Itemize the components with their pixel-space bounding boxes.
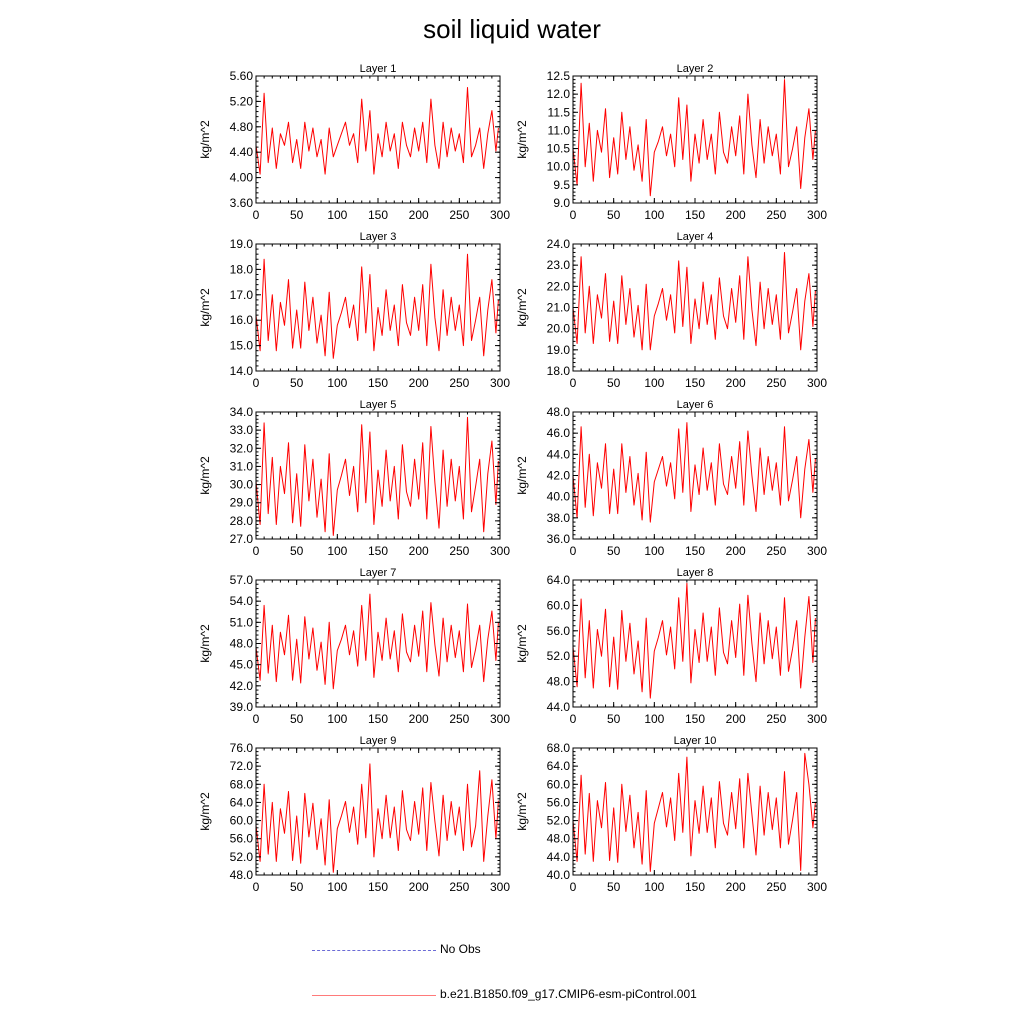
legend-label-model-run: b.e21.B1850.f09_g17.CMIP6-esm-piControl.001 bbox=[440, 987, 697, 1001]
layer-chart-5 bbox=[198, 399, 510, 558]
x-tick-label: 200 bbox=[408, 376, 429, 390]
x-tick-label: 100 bbox=[644, 880, 665, 894]
y-tick-label: 24.0 bbox=[546, 237, 570, 251]
x-tick-label: 50 bbox=[289, 208, 304, 222]
x-tick-label: 200 bbox=[725, 544, 746, 558]
y-tick-label: 40.0 bbox=[546, 868, 570, 882]
x-tick-label: 200 bbox=[725, 880, 746, 894]
x-tick-label: 150 bbox=[684, 712, 706, 726]
chart-main-title: soil liquid water bbox=[423, 14, 601, 44]
y-tick-label: 4.80 bbox=[229, 119, 253, 134]
y-tick-label: 15.0 bbox=[229, 338, 253, 353]
y-tick-label: 16.0 bbox=[229, 313, 253, 328]
x-tick-label: 200 bbox=[408, 544, 429, 558]
x-tick-label: 100 bbox=[327, 376, 348, 390]
y-tick-label: 56.0 bbox=[546, 795, 570, 810]
x-tick-label: 0 bbox=[252, 880, 260, 894]
y-axis-label: kg/m^2 bbox=[198, 624, 212, 663]
series-line-1 bbox=[256, 88, 498, 175]
x-tick-label: 100 bbox=[644, 712, 665, 726]
y-tick-label: 48.0 bbox=[546, 674, 570, 689]
x-tick-label: 0 bbox=[569, 712, 577, 726]
y-axis-label: kg/m^2 bbox=[198, 792, 212, 831]
x-tick-label: 0 bbox=[252, 376, 260, 390]
y-tick-label: 36.0 bbox=[546, 532, 570, 546]
x-tick-label: 50 bbox=[289, 712, 304, 726]
x-tick-label: 100 bbox=[327, 712, 348, 726]
y-tick-label: 12.5 bbox=[546, 69, 570, 83]
x-tick-label: 300 bbox=[806, 376, 828, 390]
y-axis-label: kg/m^2 bbox=[515, 120, 529, 159]
x-tick-label: 200 bbox=[725, 712, 746, 726]
y-tick-label: 39.0 bbox=[229, 700, 253, 714]
series-line-1 bbox=[256, 594, 498, 689]
panel-title: Layer 8 bbox=[676, 567, 714, 579]
y-tick-label: 29.0 bbox=[229, 495, 253, 510]
layer-chart-2 bbox=[515, 63, 827, 222]
legend-line-dashed bbox=[312, 950, 436, 951]
x-tick-label: 100 bbox=[644, 544, 665, 558]
panel-title: Layer 5 bbox=[359, 399, 397, 411]
panel-title: Layer 7 bbox=[359, 567, 397, 579]
x-tick-label: 250 bbox=[449, 544, 470, 558]
y-tick-label: 4.40 bbox=[229, 145, 253, 160]
y-tick-label: 45.0 bbox=[229, 657, 253, 672]
x-tick-label: 250 bbox=[449, 376, 470, 390]
x-tick-label: 200 bbox=[725, 208, 746, 222]
layer-chart-4 bbox=[515, 231, 827, 390]
y-tick-label: 5.60 bbox=[229, 69, 253, 83]
y-tick-label: 17.0 bbox=[229, 287, 253, 302]
layer-chart-8 bbox=[515, 567, 827, 726]
x-tick-label: 100 bbox=[327, 208, 348, 222]
y-axis-label: kg/m^2 bbox=[198, 120, 212, 159]
y-tick-label: 56.0 bbox=[229, 831, 253, 846]
y-axis-label: kg/m^2 bbox=[198, 456, 212, 495]
y-tick-label: 57.0 bbox=[229, 573, 253, 587]
y-tick-label: 64.0 bbox=[546, 759, 570, 774]
y-tick-label: 76.0 bbox=[229, 741, 253, 755]
x-tick-label: 300 bbox=[489, 376, 511, 390]
y-tick-label: 72.0 bbox=[229, 759, 253, 774]
y-tick-label: 42.0 bbox=[546, 468, 570, 483]
x-tick-label: 0 bbox=[569, 376, 577, 390]
x-tick-label: 100 bbox=[327, 880, 348, 894]
x-tick-label: 150 bbox=[684, 208, 706, 222]
y-tick-label: 27.0 bbox=[229, 532, 253, 546]
series-line-1 bbox=[573, 253, 815, 350]
y-tick-label: 40.0 bbox=[546, 489, 570, 504]
plot-frame bbox=[256, 76, 500, 203]
x-tick-label: 100 bbox=[327, 544, 348, 558]
y-tick-label: 54.0 bbox=[229, 594, 253, 609]
y-tick-label: 23.0 bbox=[546, 258, 570, 273]
y-tick-label: 12.0 bbox=[546, 87, 570, 102]
x-tick-label: 50 bbox=[606, 544, 621, 558]
x-tick-label: 250 bbox=[449, 208, 470, 222]
x-tick-label: 300 bbox=[489, 880, 511, 894]
series-line-1 bbox=[256, 764, 498, 872]
x-tick-label: 300 bbox=[806, 880, 828, 894]
series-line-1 bbox=[573, 583, 815, 698]
x-tick-label: 300 bbox=[806, 208, 828, 222]
series-line-1 bbox=[256, 417, 498, 535]
y-tick-label: 4.00 bbox=[229, 170, 253, 185]
x-tick-label: 250 bbox=[766, 376, 787, 390]
y-tick-label: 51.0 bbox=[229, 615, 253, 630]
layer-chart-3 bbox=[198, 231, 510, 390]
y-tick-label: 18.0 bbox=[546, 364, 570, 378]
y-tick-label: 19.0 bbox=[229, 237, 253, 251]
x-tick-label: 0 bbox=[252, 208, 260, 222]
y-tick-label: 48.0 bbox=[546, 405, 570, 419]
x-tick-label: 150 bbox=[684, 376, 706, 390]
x-tick-label: 100 bbox=[644, 376, 665, 390]
y-tick-label: 60.0 bbox=[546, 598, 570, 613]
y-tick-label: 31.0 bbox=[229, 459, 253, 474]
x-tick-label: 250 bbox=[449, 880, 470, 894]
y-tick-label: 10.0 bbox=[546, 159, 570, 174]
x-tick-label: 0 bbox=[252, 712, 260, 726]
y-tick-label: 11.0 bbox=[547, 123, 570, 138]
x-tick-label: 50 bbox=[289, 880, 304, 894]
y-tick-label: 44.0 bbox=[546, 700, 570, 714]
y-tick-label: 42.0 bbox=[229, 678, 253, 693]
y-axis-label: kg/m^2 bbox=[515, 288, 529, 327]
x-tick-label: 250 bbox=[766, 712, 787, 726]
layer-chart-7 bbox=[198, 567, 510, 726]
panel-title: Layer 4 bbox=[676, 231, 714, 243]
y-tick-label: 56.0 bbox=[546, 623, 570, 638]
y-tick-label: 64.0 bbox=[546, 573, 570, 587]
x-tick-label: 150 bbox=[367, 712, 389, 726]
x-tick-label: 0 bbox=[569, 208, 577, 222]
y-tick-label: 34.0 bbox=[229, 405, 253, 419]
x-tick-label: 100 bbox=[644, 208, 665, 222]
y-tick-label: 33.0 bbox=[229, 423, 253, 438]
x-tick-label: 50 bbox=[606, 880, 621, 894]
y-tick-label: 68.0 bbox=[229, 777, 253, 792]
panel-title: Layer 2 bbox=[676, 63, 714, 75]
y-tick-label: 9.0 bbox=[553, 196, 570, 210]
y-tick-label: 44.0 bbox=[546, 447, 570, 462]
panel-title: Layer 9 bbox=[359, 735, 397, 747]
x-tick-label: 150 bbox=[684, 544, 706, 558]
panel-title: Layer 3 bbox=[359, 231, 397, 243]
series-line-1 bbox=[573, 423, 815, 522]
y-tick-label: 44.0 bbox=[546, 849, 570, 864]
x-tick-label: 300 bbox=[489, 208, 511, 222]
x-tick-label: 150 bbox=[367, 208, 389, 222]
x-tick-label: 0 bbox=[569, 880, 577, 894]
y-tick-label: 52.0 bbox=[229, 849, 253, 864]
panel-title: Layer 1 bbox=[359, 63, 397, 75]
y-tick-label: 60.0 bbox=[546, 777, 570, 792]
panel-title: Layer 6 bbox=[676, 399, 714, 411]
x-tick-label: 50 bbox=[289, 376, 304, 390]
y-tick-label: 52.0 bbox=[546, 813, 570, 828]
x-tick-label: 0 bbox=[252, 544, 260, 558]
y-tick-label: 46.0 bbox=[546, 426, 570, 441]
panel-title: Layer 10 bbox=[673, 735, 717, 747]
x-tick-label: 150 bbox=[367, 544, 389, 558]
legend-line-solid bbox=[312, 995, 436, 996]
legend-label-no-obs: No Obs bbox=[440, 942, 481, 956]
y-tick-label: 20.0 bbox=[546, 321, 570, 336]
x-tick-label: 200 bbox=[408, 880, 429, 894]
series-line-1 bbox=[573, 753, 815, 871]
x-tick-label: 50 bbox=[289, 544, 304, 558]
y-axis-label: kg/m^2 bbox=[515, 792, 529, 831]
y-tick-label: 14.0 bbox=[229, 364, 253, 378]
y-tick-label: 52.0 bbox=[546, 649, 570, 664]
x-tick-label: 50 bbox=[606, 208, 621, 222]
y-tick-label: 22.0 bbox=[546, 279, 570, 294]
x-tick-label: 250 bbox=[766, 880, 787, 894]
layer-chart-10 bbox=[515, 735, 827, 894]
y-tick-label: 18.0 bbox=[229, 262, 253, 277]
x-tick-label: 250 bbox=[766, 544, 787, 558]
series-line-1 bbox=[573, 80, 815, 196]
plot-frame bbox=[573, 580, 817, 707]
y-tick-label: 38.0 bbox=[546, 510, 570, 525]
x-tick-label: 250 bbox=[449, 712, 470, 726]
y-tick-label: 10.5 bbox=[546, 141, 570, 156]
y-tick-label: 60.0 bbox=[229, 813, 253, 828]
y-tick-label: 48.0 bbox=[546, 831, 570, 846]
plot-frame bbox=[573, 244, 817, 371]
x-tick-label: 250 bbox=[766, 208, 787, 222]
x-tick-label: 150 bbox=[367, 376, 389, 390]
plot-frame bbox=[256, 580, 500, 707]
y-tick-label: 21.0 bbox=[546, 300, 570, 315]
y-tick-label: 19.0 bbox=[546, 342, 570, 357]
x-tick-label: 300 bbox=[806, 544, 828, 558]
x-tick-label: 200 bbox=[725, 376, 746, 390]
x-tick-label: 300 bbox=[806, 712, 828, 726]
x-tick-label: 300 bbox=[489, 544, 511, 558]
y-tick-label: 11.5 bbox=[547, 105, 570, 120]
y-tick-label: 9.5 bbox=[553, 177, 570, 192]
y-tick-label: 30.0 bbox=[229, 477, 253, 492]
y-axis-label: kg/m^2 bbox=[515, 624, 529, 663]
y-tick-label: 68.0 bbox=[546, 741, 570, 755]
x-tick-label: 150 bbox=[367, 880, 389, 894]
x-tick-label: 200 bbox=[408, 712, 429, 726]
x-tick-label: 50 bbox=[606, 376, 621, 390]
x-tick-label: 0 bbox=[569, 544, 577, 558]
y-tick-label: 28.0 bbox=[229, 513, 253, 528]
x-tick-label: 150 bbox=[684, 880, 706, 894]
x-tick-label: 50 bbox=[606, 712, 621, 726]
layer-chart-9 bbox=[198, 735, 510, 894]
y-tick-label: 48.0 bbox=[229, 868, 253, 882]
x-tick-label: 200 bbox=[408, 208, 429, 222]
y-tick-label: 64.0 bbox=[229, 795, 253, 810]
y-axis-label: kg/m^2 bbox=[515, 456, 529, 495]
y-axis-label: kg/m^2 bbox=[198, 288, 212, 327]
y-tick-label: 5.20 bbox=[229, 94, 253, 109]
y-tick-label: 3.60 bbox=[229, 196, 253, 210]
y-tick-label: 48.0 bbox=[229, 636, 253, 651]
series-line-1 bbox=[256, 254, 498, 358]
x-tick-label: 300 bbox=[489, 712, 511, 726]
plot-frame bbox=[573, 412, 817, 539]
layer-chart-6 bbox=[515, 399, 827, 558]
y-tick-label: 32.0 bbox=[229, 441, 253, 456]
layer-chart-1 bbox=[198, 63, 510, 222]
